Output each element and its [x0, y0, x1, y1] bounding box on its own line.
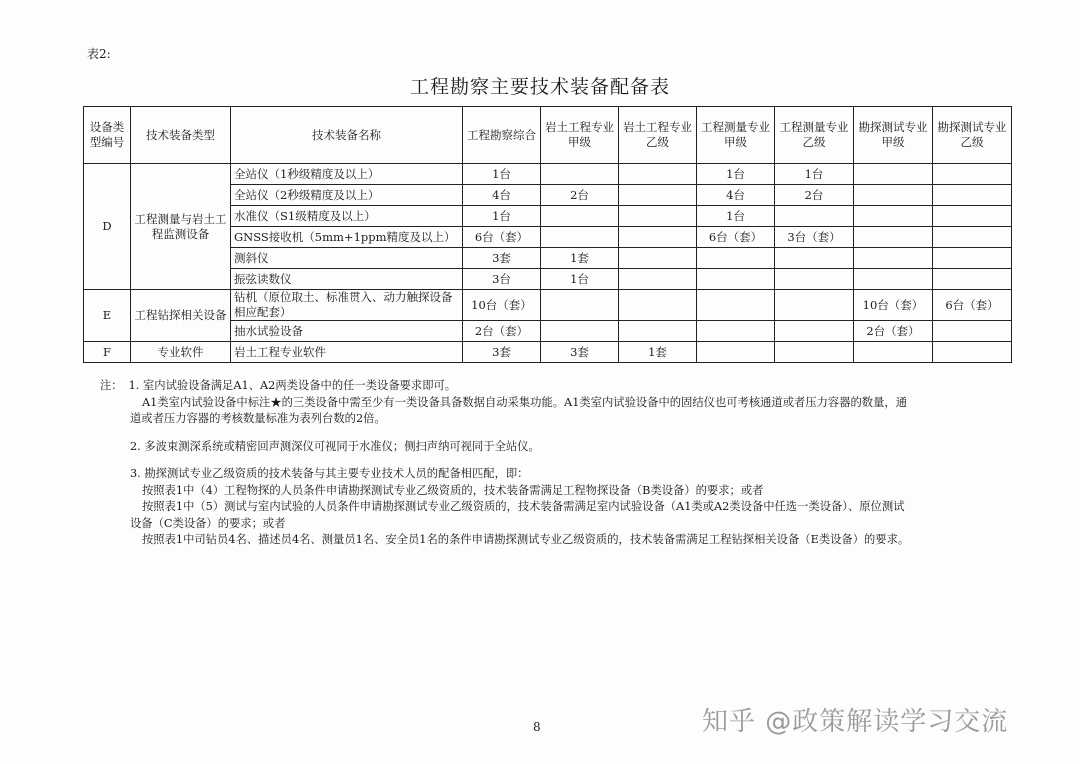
- quantity-cell: [619, 290, 697, 321]
- quantity-cell: 1台: [697, 164, 775, 185]
- page-number: 8: [533, 720, 541, 734]
- equipment-name-cell: 全站仪（2秒级精度及以上）: [231, 185, 463, 206]
- quantity-cell: [541, 290, 619, 321]
- quantity-cell: [933, 185, 1012, 206]
- quantity-cell: 4台: [697, 185, 775, 206]
- quantity-cell: [697, 321, 775, 342]
- equipment-code-cell: E: [84, 290, 131, 342]
- quantity-cell: [854, 269, 933, 290]
- equipment-type-cell: 工程测量与岩土工程监测设备: [131, 164, 231, 290]
- header-col: 岩土工程专业甲级: [541, 107, 619, 164]
- quantity-cell: 1套: [541, 248, 619, 269]
- quantity-cell: [933, 164, 1012, 185]
- note-3: 3. 勘探测试专业乙级资质的技术装备与其主要专业技术人员的配备相匹配，即：: [130, 467, 529, 480]
- quantity-cell: 3台（套）: [775, 227, 854, 248]
- note-text: 1. 室内试验设备满足A1、A2两类设备中的任一类设备要求即可。: [128, 379, 457, 392]
- note-1: [100, 378, 1005, 395]
- quantity-cell: 3套: [541, 342, 619, 363]
- quantity-cell: 3台: [463, 269, 541, 290]
- watermark: 知乎 @政策解读学习交流: [702, 707, 1009, 737]
- header-col: 工程勘察综合: [463, 107, 541, 164]
- header-col: 岩土工程专业乙级: [619, 107, 697, 164]
- header-col: 工程测量专业甲级: [697, 107, 775, 164]
- equipment-name-cell: 钻机（原位取土、标准贯入、动力触探设备相应配套）: [231, 290, 463, 321]
- equipment-name-cell: 测斜仪: [231, 248, 463, 269]
- quantity-cell: [541, 164, 619, 185]
- quantity-cell: 1台: [463, 206, 541, 227]
- quantity-cell: [541, 206, 619, 227]
- equipment-type-cell: 工程钻探相关设备: [131, 290, 231, 342]
- quantity-cell: [933, 227, 1012, 248]
- note-text: A1类室内试验设备中标注★的三类设备中需至少有一类设备具备数据自动采集功能。A1类室内试验设备中的固结仪也可考核通道或者压力容器的数量，通: [142, 395, 907, 409]
- table-row: [84, 342, 1012, 363]
- quantity-cell: 1套: [619, 342, 697, 363]
- note-text: 按照表1中司钻员4名、描述员4名、测量员1名、安全员1名的条件申请勘探测试专业乙级资质的，技术装备需满足工程钻探相关设备（E类设备）的要求。: [142, 533, 910, 546]
- quantity-cell: 2台: [775, 185, 854, 206]
- quantity-cell: [933, 269, 1012, 290]
- quantity-cell: 1台: [775, 164, 854, 185]
- note-2: 2. 多波束测深系统或精密回声测深仪可视同于水准仪；侧扫声纳可视同于全站仪。: [130, 439, 540, 453]
- header-col: 工程测量专业乙级: [775, 107, 854, 164]
- quantity-cell: [697, 269, 775, 290]
- quantity-cell: [854, 248, 933, 269]
- equipment-code-cell: D: [84, 164, 131, 290]
- table-header-row: [84, 107, 1012, 164]
- quantity-cell: [775, 269, 854, 290]
- quantity-cell: [619, 206, 697, 227]
- table-label: 表2:: [87, 47, 111, 61]
- quantity-cell: [933, 206, 1012, 227]
- quantity-cell: 2台（套）: [854, 321, 933, 342]
- equipment-type-cell: 专业软件: [131, 342, 231, 363]
- notes-section: [100, 378, 1005, 549]
- header-type: 技术装备类型: [131, 107, 231, 164]
- quantity-cell: [619, 269, 697, 290]
- quantity-cell: [933, 342, 1012, 363]
- quantity-cell: [854, 185, 933, 206]
- equipment-name-cell: GNSS接收机（5mm+1ppm精度及以上）: [231, 227, 463, 248]
- quantity-cell: [854, 342, 933, 363]
- quantity-cell: 6台（套）: [463, 227, 541, 248]
- quantity-cell: [697, 290, 775, 321]
- equipment-name-cell: 振弦读数仪: [231, 269, 463, 290]
- quantity-cell: [619, 321, 697, 342]
- quantity-cell: [775, 342, 854, 363]
- note-text: 道或者压力容器的考核数量标准为表列台数的2倍。: [130, 412, 386, 425]
- equipment-table: [83, 106, 1012, 363]
- note-text: 按照表1中（5）测试与室内试验的人员条件申请勘探测试专业乙级资质的，技术装备需满足室内试验设备（A1类或A2类设备中任选一类设备）、原位测试: [142, 500, 905, 513]
- quantity-cell: [619, 185, 697, 206]
- header-col: 勘探测试专业乙级: [933, 107, 1012, 164]
- quantity-cell: [541, 321, 619, 342]
- quantity-cell: 10台（套）: [463, 290, 541, 321]
- table-row: [84, 290, 1012, 321]
- equipment-name-cell: 抽水试验设备: [231, 321, 463, 342]
- quantity-cell: [854, 206, 933, 227]
- quantity-cell: [619, 164, 697, 185]
- quantity-cell: [697, 342, 775, 363]
- equipment-code-cell: F: [84, 342, 131, 363]
- quantity-cell: 4台: [463, 185, 541, 206]
- table-body: [84, 164, 1012, 363]
- quantity-cell: 2台: [541, 185, 619, 206]
- quantity-cell: [697, 248, 775, 269]
- quantity-cell: 10台（套）: [854, 290, 933, 321]
- quantity-cell: [854, 227, 933, 248]
- quantity-cell: [619, 248, 697, 269]
- quantity-cell: [619, 227, 697, 248]
- quantity-cell: [775, 290, 854, 321]
- quantity-cell: [541, 227, 619, 248]
- quantity-cell: 6台（套）: [933, 290, 1012, 321]
- quantity-cell: 3套: [463, 248, 541, 269]
- quantity-cell: 2台（套）: [463, 321, 541, 342]
- equipment-name-cell: 水准仪（S1级精度及以上）: [231, 206, 463, 227]
- quantity-cell: [775, 321, 854, 342]
- header-code: 设备类型编号: [84, 107, 131, 164]
- quantity-cell: [775, 206, 854, 227]
- table-row: [84, 164, 1012, 185]
- quantity-cell: 1台: [463, 164, 541, 185]
- note-text: 设备（C类设备）的要求；或者: [130, 516, 286, 530]
- quantity-cell: 1台: [697, 206, 775, 227]
- quantity-cell: 6台（套）: [697, 227, 775, 248]
- notes-prefix: 注：: [100, 379, 123, 392]
- page-title: 工程勘察主要技术装备配备表: [409, 76, 670, 98]
- quantity-cell: 1台: [541, 269, 619, 290]
- equipment-name-cell: 全站仪（1秒级精度及以上）: [231, 164, 463, 185]
- equipment-name-cell: 岩土工程专业软件: [231, 342, 463, 363]
- quantity-cell: 3套: [463, 342, 541, 363]
- quantity-cell: [775, 248, 854, 269]
- quantity-cell: [854, 164, 933, 185]
- quantity-cell: [933, 248, 1012, 269]
- note-text: 按照表1中（4）工程物探的人员条件申请勘探测试专业乙级资质的，技术装备需满足工程物探设备（B类设备）的要求；或者: [142, 483, 764, 497]
- header-name: 技术装备名称: [231, 107, 463, 164]
- quantity-cell: [933, 321, 1012, 342]
- header-col: 勘探测试专业甲级: [854, 107, 933, 164]
